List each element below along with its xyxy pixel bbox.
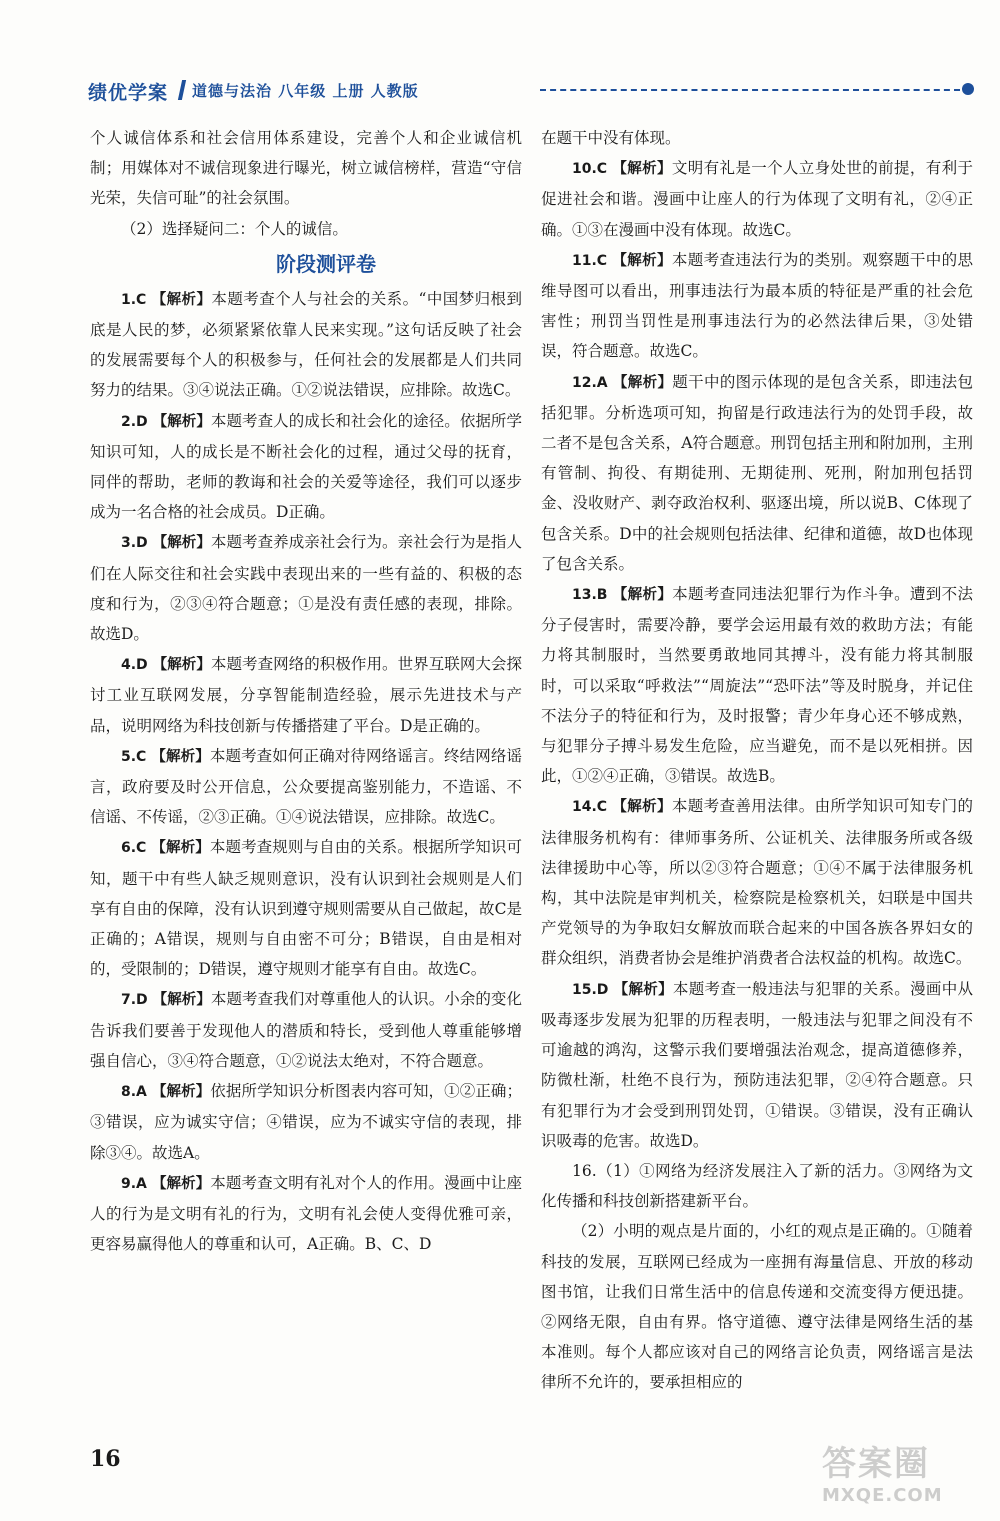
answer-item (541, 974, 973, 1156)
analysis-tag: 【解析】 (612, 252, 672, 269)
item-text: 本题考查一般违法与犯罪的关系。漫画中从吸毒逐步发展为犯罪的历程表明，一般违法与犯罪之间没有不可逾越的鸿沟，这警示我们要增强法治观念，提高道德修养，防微杜渐，杜绝不良行为，预防违法犯罪，②④符合题意。只有犯罪行为才会受到刑罚处罚，①错误。③错误，没有正确认识吸毒的危害。故选D。 (541, 979, 973, 1150)
item-number: 7.D (121, 992, 148, 1009)
paragraph: （2）选择疑问二：个人的诚信。 (121, 219, 348, 238)
answer-item (541, 245, 973, 367)
watermark-logo: 答案圈 (822, 1444, 930, 1484)
answer-item (541, 153, 973, 245)
analysis-tag: 【解析】 (612, 799, 672, 816)
item-number: 11.C (572, 252, 608, 269)
item-number: 3.D (121, 535, 148, 552)
analysis-tag: 【解析】 (151, 291, 212, 308)
answer-item (541, 791, 973, 973)
answer-item (90, 284, 522, 406)
answer-item (541, 367, 973, 579)
item-text: 本题考查如何正确对待网络谣言。终结网络谣言，政府要及时公开信息，公众要提高鉴别能力，不造谣、不信谣、不传谣，②③正确。①④说法错误，应排除。故选C。 (90, 746, 522, 827)
item-number: 1.C (121, 291, 147, 308)
item-text: 本题考查文明有礼对个人的作用。漫画中让座人的行为是文明有礼的行为，文明有礼会使人变得优雅可亲，更容易赢得他人的尊重和认可，A正确。B、C、D (90, 1173, 522, 1254)
item-number: 6.C (121, 840, 147, 857)
analysis-tag: 【解析】 (612, 161, 672, 178)
answer-item (90, 527, 522, 649)
analysis-tag: 【解析】 (152, 992, 211, 1009)
item-number: 2.D (121, 413, 148, 430)
item-text: 本题考查我们对尊重他人的认识。小余的变化告诉我们要善于发现他人的潜质和特长，受到他人尊重能够增强自信心，③④符合题意，①②说法太绝对，不符合题意。 (90, 990, 522, 1070)
analysis-tag: 【解析】 (151, 1084, 211, 1101)
page-number: 16 (90, 1446, 121, 1472)
answer-item (90, 649, 522, 741)
item-text: 题干中的图示体现的是包含关系，即违法包括犯罪。分析选项可知，拘留是行政违法行为的处罚手段，故二者不是包含关系，A符合题意。刑罚包括主刑和附加刑，主刑有管制、拘役、有期徒刑、无期徒刑、死刑，附加刑包括罚金、没收财产、剥夺政治权利、驱逐出境，所以说B、C体现了包含关系。D中的社会规则包括法律、纪律和道德，故D也体现了包含关系。 (541, 372, 973, 573)
page-header (88, 78, 976, 104)
analysis-tag: 【解析】 (152, 535, 211, 552)
right-column (541, 123, 973, 1398)
answer-item (90, 406, 522, 528)
item-text: 本题考查规则与自由的关系。根据所学知识可知，题干中有些人缺乏规则意识，没有认识到社会规则是人们享有自由的保障，没有认识到遵守规则需要从自己做起，故C是正确的；A错误，规则与自由密不可分；B错误，自由是相对的，受限制的；D错误，遵守规则才能享有自由。故选C。 (90, 838, 522, 979)
item-text: 本题考查同违法犯罪行为作斗争。遭到不法分子侵害时，需要冷静，要学会运用最有效的救助方法；有能力将其制服时，当然要勇敢地同其搏斗，没有能力将其制服时，可以采取“呼救法”“周旋法”“恐吓法”等及时脱身，并记住不法分子的特征和行为，及时报警；青少年身心还不够成熟，与犯罪分子搏斗易发生危险，应当避免，而不是以死相拼。因此，①②④正确，③错误。故选B。 (541, 585, 973, 786)
analysis-tag: 【解析】 (152, 657, 211, 674)
answer-item (90, 741, 522, 833)
item-text: 本题考查网络的积极作用。世界互联网大会探讨工业互联网发展，分享智能制造经验，展示先进技术与产品，说明网络为科技创新与传播搭建了平台。D是正确的。 (90, 655, 522, 735)
item-number: 13.B (572, 587, 608, 604)
analysis-tag: 【解析】 (613, 981, 673, 998)
item-number: 14.C (572, 799, 608, 816)
answer-item (541, 579, 973, 791)
paragraph: （2）小明的观点是片面的，小红的观点是正确的。①随着科技的发展，互联网已经成为一座拥有海量信息、开放的移动图书馆，让我们日常生活中的信息传递和交流变得方便迅捷。②网络无限，自由有界。恪守道德、遵守法律是网络生活的基本准则。每个人都应该对自己的网络言论负责，网络谣言是法律所不允许的，要承担相应的 (541, 1222, 973, 1392)
item-number: 4.D (121, 657, 148, 674)
answer-item (90, 1076, 522, 1168)
item-number: 5.C (121, 748, 147, 765)
analysis-tag: 【解析】 (612, 374, 673, 391)
item-text: 本题考查违法行为的类别。观察题干中的思维导图可以看出，刑事违法行为最本质的特征是严重的社会危害性；刑罚当罚性是刑事违法行为的必然法律后果，③处错误，符合题意。故选C。 (541, 250, 973, 361)
item-text: 依据所学知识分析图表内容可知，①②正确；③错误，应为诚实守信；④错误，应为不诚实守信的表现，排除③④。故选A。 (90, 1082, 522, 1162)
item-number: 9.A (121, 1175, 147, 1192)
watermark (822, 1436, 982, 1514)
header-dot-ornament (962, 83, 974, 95)
book-subtitle: 道德与法治 八年级 上册 人教版 (192, 82, 419, 100)
analysis-tag: 【解析】 (151, 840, 210, 857)
header-dashed-rule (540, 89, 960, 91)
item-text: 本题考查人的成长和社会化的途径。依据所学知识可知，人的成长是不断社会化的过程，通过父母的抚育，同伴的帮助，老师的教诲和社会的关爱等途径，我们可以逐步成为一名合格的社会成员。D正确。 (90, 411, 522, 522)
brand-logo: 绩优学案 (88, 82, 169, 104)
answer-item (90, 832, 522, 984)
item-number: 8.A (121, 1084, 147, 1101)
analysis-tag: 【解析】 (151, 748, 210, 765)
answer-item (90, 984, 522, 1076)
left-column (90, 123, 522, 1259)
paragraph: 在题干中没有体现。 (541, 129, 681, 147)
item-number: 12.A (572, 374, 608, 391)
item-text: 文明有礼是一个人立身处世的前提，有利于促进社会和谐。漫画中让座人的行为体现了文明有礼，②④正确。①③在漫画中没有体现。故选C。 (541, 159, 973, 239)
analysis-tag: 【解析】 (612, 587, 673, 604)
analysis-tag: 【解析】 (151, 1175, 211, 1192)
item-text: 本题考查养成亲社会行为。亲社会行为是指人们在人际交往和社会实践中表现出来的一些有益的、积极的态度和行为，②③④符合题意；①是没有责任感的表现，排除。故选D。 (90, 533, 522, 644)
answer-item (90, 1168, 522, 1260)
brand-divider (178, 80, 186, 100)
paragraph: 16.（1）①网络为经济发展注入了新的活力。③网络为文化传播和科技创新搭建新平台。 (541, 1161, 973, 1211)
item-number: 10.C (572, 161, 608, 178)
item-text: 本题考查个人与社会的关系。“中国梦归根到底是人民的梦，必须紧紧依靠人民来实现。”这句话反映了社会的发展需要每个人的积极参与，任何社会的发展都是人们共同努力的结果。③④说法正确。①②说法错误，应排除。故选C。 (90, 289, 522, 400)
paragraph: 个人诚信体系和社会信用体系建设，完善个人和企业诚信机制；用媒体对不诚信现象进行曝光，树立诚信榜样，营造“守信光荣，失信可耻”的社会氛围。 (90, 129, 522, 208)
item-text: 本题考查善用法律。由所学知识可知专门的法律服务机构有：律师事务所、公证机关、法律服务所或各级法律援助中心等，所以②③符合题意；①④不属于法律服务机构，其中法院是审判机关，检察院是检察机关，妇联是中国共产党领导的为争取妇女解放而联合起来的中国各族各界妇女的群众组织，消费者协会是维护消费者合法权益的机构。故选C。 (541, 797, 973, 968)
section-title: 阶段测评卷 (276, 251, 376, 276)
analysis-tag: 【解析】 (152, 413, 211, 430)
item-number: 15.D (572, 981, 609, 998)
watermark-url: MXQE.COM (822, 1485, 943, 1506)
